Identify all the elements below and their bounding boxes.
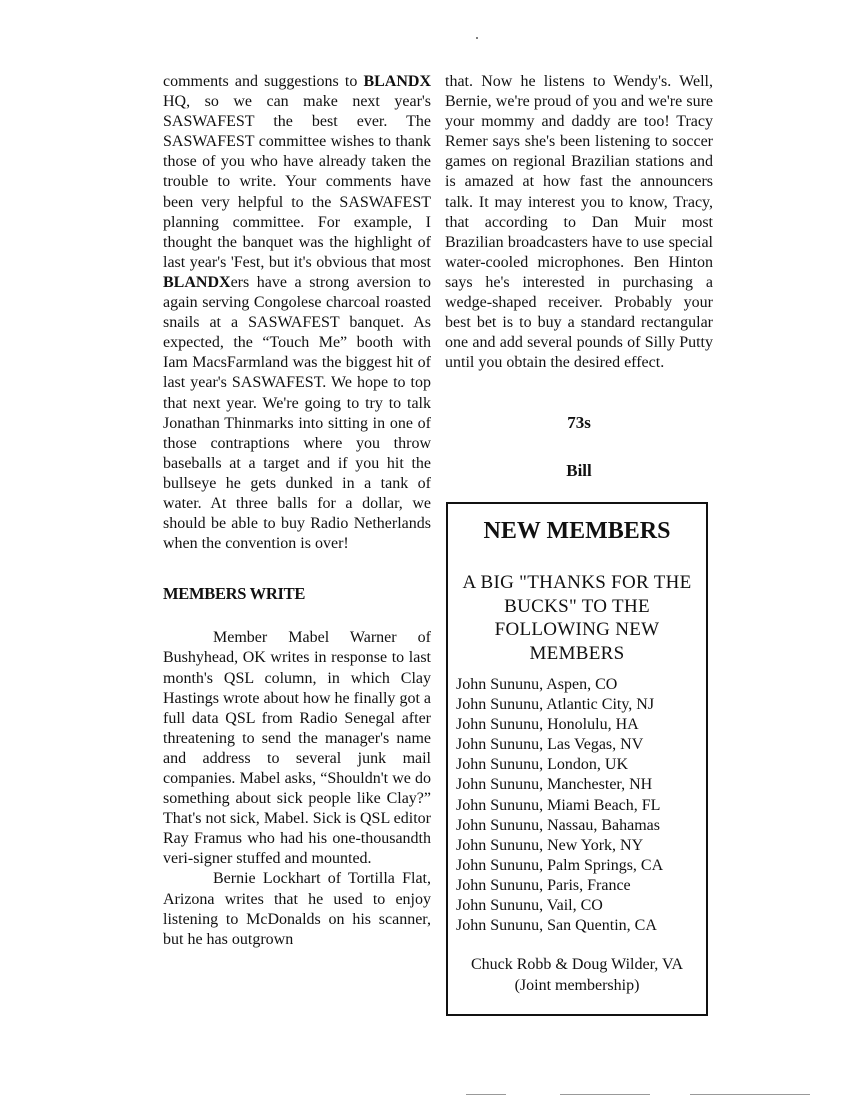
text-run: ers have a strong aversion to again serving Congolese charcoal roasted snails at a SASWAFEST banquet. As expected, the “Touch Me” booth with Iam MacsFarmland was the biggest hit of last year's SASWAFEST. We hope to top that next year. We're going to try to talk Jonathan Thinmarks into sitting in one of those contraptions where you throw baseballs at a target and if you hit the bullseye he gets dunked in a tank of water. At three balls for a dollar, we should be able to buy Radio Netherlands when the convention is over! [163, 273, 431, 553]
section-heading: MEMBERS WRITE [163, 584, 306, 604]
scan-artifact-line [466, 1094, 506, 1095]
list-item: John Sununu, New York, NY [456, 836, 644, 854]
blandx-bold: BLANDX [363, 73, 431, 90]
member-list [456, 675, 706, 936]
right-column [445, 72, 713, 373]
list-item: John Sununu, Honolulu, HA [456, 716, 639, 734]
box-subtitle: A BIG "THANKS FOR THE BUCKS" TO THE FOLLOWING NEW MEMBERS [462, 572, 692, 664]
list-item: John Sununu, Atlantic City, NJ [456, 696, 655, 714]
text-run: HQ, so we can make next year's SASWAFEST the best ever. The SASWAFEST committee wishes to thank those of you who have already taken the trouble to write. Your comments have been very helpful to the SASWAFEST planning committee. For example, I thought the banquet was the highlight of last year's 'Fest, but it's obvious that most [163, 93, 431, 271]
closing: 73s [567, 413, 591, 432]
list-item: John Sununu, San Quentin, CA [456, 917, 657, 935]
list-item: John Sununu, Miami Beach, FL [456, 796, 661, 814]
scan-speck [476, 37, 478, 39]
scan-artifact-line [560, 1094, 650, 1095]
list-item: John Sununu, Manchester, NH [456, 776, 653, 794]
scan-artifact-line [690, 1094, 810, 1095]
mabel-paragraph: Member Mabel Warner of Bushyhead, OK writes in response to last month's QSL column, in which Clay Hastings wrote about how he finally got a full data QSL from Radio Senegal after threatening to send the manager's name and address to several junk mail companies. Mabel asks, “Shouldn't we do something about sick people like Clay?” That's not sick, Mabel. Sick is QSL editor Ray Framus who had his one-thousandth veri-signer stuffed and mounted. [163, 629, 431, 868]
list-item: John Sununu, Aspen, CO [456, 676, 618, 693]
signature: Bill [566, 461, 592, 480]
list-item: John Sununu, Vail, CO [456, 897, 603, 915]
continuation-paragraph: that. Now he listens to Wendy's. Well, Bernie, we're proud of you and we're sure your mommy and daddy are too! Tracy Remer says she's been listening to soccer games on regional Brazilian stations and is amazed at how fast the announcers talk. It may interest you to know, Tracy, that according to Dan Muir most Brazilian broadcasters have to use special water-cooled microphones. Ben Hinton says he's interested in purchasing a wedge-shaped receiver. Probably your best bet is to buy a standard rectangular one and add several pounds of Silly Putty until you obtain the desired effect. [445, 73, 713, 372]
joint-note: (Joint membership) [514, 977, 640, 995]
joint-names: Chuck Robb & Doug Wilder, VA [470, 956, 684, 974]
convention-paragraph [163, 72, 431, 554]
list-item: John Sununu, London, UK [456, 756, 629, 774]
box-title: NEW MEMBERS [483, 518, 671, 544]
left-column [163, 72, 431, 950]
text-run: comments and suggestions to [163, 73, 364, 90]
new-members-box [446, 502, 708, 1016]
blandx-bold: BLANDX [163, 273, 231, 291]
bernie-paragraph: Bernie Lockhart of Tortilla Flat, Arizona writes that he used to enjoy listening to McDonalds on his scanner, but he has outgrown [163, 870, 431, 948]
joint-membership [448, 954, 706, 996]
list-item: John Sununu, Nassau, Bahamas [456, 816, 660, 834]
list-item: John Sununu, Palm Springs, CA [456, 856, 664, 874]
list-item: John Sununu, Paris, France [456, 876, 631, 894]
list-item: John Sununu, Las Vegas, NV [456, 736, 644, 754]
